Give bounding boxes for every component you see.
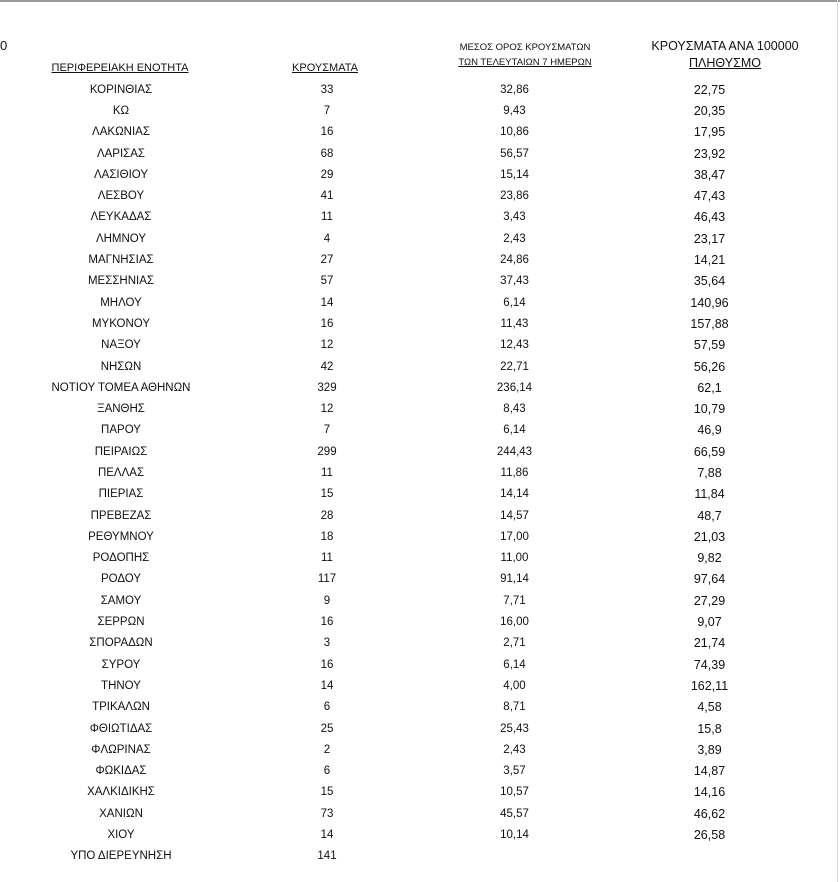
avg-cell: 3,57	[503, 765, 526, 778]
per100k-cell: 97,64	[693, 572, 726, 587]
area-cell: ΡΟΔΟΠΗΣ	[92, 552, 150, 565]
table-row	[0, 824, 840, 845]
avg-cell: 6,14	[503, 296, 526, 309]
area-cell: ΛΗΜΝΟΥ	[95, 232, 147, 245]
avg-cell: 11,86	[500, 466, 529, 479]
cases-cell: 73	[320, 807, 334, 820]
cases-cell: 14	[320, 296, 334, 309]
avg-cell: 17,00	[500, 530, 529, 543]
cases-cell: 14	[320, 679, 334, 692]
cases-table	[0, 79, 840, 867]
area-cell: ΡΕΘΥΜΝΟΥ	[88, 530, 154, 543]
avg-cell: 22,71	[500, 360, 529, 373]
area-cell: ΧΑΝΙΩΝ	[99, 807, 143, 820]
cases-cell: 7	[323, 424, 331, 437]
avg-cell: 11,00	[500, 552, 529, 565]
table-row	[0, 484, 840, 505]
cases-cell: 28	[320, 509, 334, 522]
table-row	[0, 846, 840, 867]
per100k-cell: 26,58	[693, 828, 726, 843]
per100k-cell: 56,26	[693, 359, 726, 374]
area-cell: ΜΥΚΟΝΟΥ	[91, 317, 151, 330]
per100k-cell: 14,21	[693, 253, 726, 268]
cases-cell: 141	[317, 850, 337, 863]
per100k-cell: 35,64	[693, 274, 726, 289]
avg-cell: 236,14	[496, 381, 533, 394]
per100k-cell: 66,59	[693, 444, 726, 459]
table-row	[0, 420, 840, 441]
cases-cell: 6	[323, 701, 331, 714]
per100k-cell: 62,1	[697, 380, 722, 395]
table-row	[0, 803, 840, 824]
cases-cell: 14	[320, 829, 334, 842]
avg-cell: 8,71	[503, 701, 526, 714]
area-cell: ΧΙΟΥ	[107, 829, 135, 842]
cases-cell: 33	[320, 83, 334, 96]
avg-cell: 2,43	[503, 743, 526, 756]
column-header-per-100k	[620, 38, 830, 72]
avg-cell: 6,14	[503, 658, 526, 671]
avg-cell: 9,43	[503, 104, 526, 117]
cases-cell: 25	[320, 722, 334, 735]
table-row	[0, 122, 840, 143]
per100k-cell: 4,58	[697, 700, 722, 715]
area-cell: ΝΟΤΙΟΥ ΤΟΜΕΑ ΑΘΗΝΩΝ	[51, 381, 191, 394]
table-row	[0, 356, 840, 377]
per100k-cell: 23,92	[693, 146, 726, 161]
avg-cell: 2,43	[503, 232, 526, 245]
column-header-avg-7-days	[405, 40, 645, 70]
table-row	[0, 249, 840, 270]
per100k-cell: 162,11	[690, 678, 729, 693]
table-row	[0, 505, 840, 526]
table-row	[0, 654, 840, 675]
per100k-cell: 57,59	[693, 338, 726, 353]
area-cell: ΣΑΜΟΥ	[100, 594, 142, 607]
table-row	[0, 739, 840, 760]
cases-cell: 41	[320, 190, 334, 203]
avg-cell: 4,00	[503, 679, 526, 692]
table-row	[0, 569, 840, 590]
area-cell: ΚΩ	[112, 104, 130, 117]
per100k-cell: 3,89	[697, 742, 722, 757]
avg-cell: 14,57	[500, 509, 529, 522]
avg-cell: 10,86	[500, 126, 529, 139]
cases-cell: 16	[320, 658, 334, 671]
per100k-cell: 14,87	[693, 764, 726, 779]
per100k-cell: 14,16	[693, 785, 726, 800]
area-cell: ΧΑΛΚΙΔΙΚΗΣ	[87, 786, 155, 799]
table-row	[0, 441, 840, 462]
avg-cell: 11,43	[500, 317, 529, 330]
table-row	[0, 335, 840, 356]
cases-cell: 42	[320, 360, 334, 373]
per100k-cell: 21,74	[693, 636, 726, 651]
avg-cell: 56,57	[500, 147, 529, 160]
per100k-cell: 47,43	[693, 189, 726, 204]
table-row	[0, 548, 840, 569]
cases-cell: 329	[317, 381, 337, 394]
area-cell: ΦΩΚΙΔΑΣ	[95, 765, 147, 778]
per100k-cell: 27,29	[693, 593, 726, 608]
table-row	[0, 611, 840, 632]
avg-cell: 7,71	[503, 594, 526, 607]
area-cell: ΠΑΡΟΥ	[101, 424, 141, 437]
area-cell: ΛΑΣΙΘΙΟΥ	[93, 168, 149, 181]
area-cell: ΜΑΓΝΗΣΙΑΣ	[88, 254, 154, 267]
cases-cell: 9	[323, 594, 331, 607]
area-cell: ΛΕΣΒΟΥ	[97, 190, 145, 203]
area-cell: ΚΟΡΙΝΘΙΑΣ	[89, 83, 153, 96]
cases-cell: 57	[320, 275, 334, 288]
per100k-cell: 11,84	[694, 487, 725, 502]
avg-cell: 10,57	[500, 786, 529, 799]
table-row	[0, 143, 840, 164]
cases-cell: 11	[321, 211, 333, 224]
cases-cell: 12	[320, 339, 334, 352]
table-row	[0, 462, 840, 483]
area-cell: ΤΗΝΟΥ	[101, 679, 141, 692]
avg-cell: 8,43	[503, 403, 526, 416]
avg-cell: 45,57	[500, 807, 529, 820]
cases-cell: 2	[323, 743, 331, 756]
cases-cell: 117	[317, 573, 337, 586]
table-row	[0, 185, 840, 206]
table-row	[0, 761, 840, 782]
avg-cell: 15,14	[500, 168, 529, 181]
per100k-cell: 22,75	[693, 82, 726, 97]
area-cell: ΞΑΝΘΗΣ	[97, 403, 145, 416]
per100k-cell: 10,79	[693, 402, 726, 417]
avg-cell: 10,14	[500, 829, 529, 842]
column-header-per100k-line1: ΚΡΟΥΣΜΑΤΑ ΑΝΑ 100000	[651, 39, 799, 53]
area-cell: ΡΟΔΟΥ	[100, 573, 142, 586]
area-cell: ΥΠΟ ΔΙΕΡΕΥΝΗΣΗ	[70, 850, 172, 863]
table-row	[0, 590, 840, 611]
table-row	[0, 697, 840, 718]
cases-cell: 29	[320, 168, 334, 181]
cases-cell: 18	[320, 530, 334, 543]
per100k-cell: 46,62	[693, 806, 726, 821]
area-cell: ΣΥΡΟΥ	[101, 658, 141, 671]
area-cell: ΠΙΕΡΙΑΣ	[98, 488, 144, 501]
per100k-cell: 15,8	[697, 721, 722, 736]
area-cell: ΤΡΙΚΑΛΩΝ	[92, 701, 150, 714]
column-header-cases: ΚΡΟΥΣΜΑΤΑ	[292, 62, 358, 74]
per100k-cell: 74,39	[693, 657, 726, 672]
table-row	[0, 292, 840, 313]
column-header-area: ΠΕΡΙΦΕΡΕΙΑΚΗ ΕΝΟΤΗΤΑ	[51, 62, 189, 74]
avg-cell: 25,43	[500, 722, 529, 735]
avg-cell: 24,86	[500, 254, 529, 267]
per100k-cell: 21,03	[693, 529, 726, 544]
area-cell: ΠΕΙΡΑΙΩΣ	[94, 445, 148, 458]
cases-cell: 16	[320, 616, 334, 629]
per100k-cell: 17,95	[693, 125, 726, 140]
avg-cell: 32,86	[500, 83, 529, 96]
area-cell: ΠΕΛΛΑΣ	[97, 466, 145, 479]
table-row	[0, 675, 840, 696]
table-row	[0, 718, 840, 739]
cases-cell: 15	[320, 488, 334, 501]
per100k-cell: 20,35	[693, 103, 726, 118]
area-cell: ΛΑΚΩΝΙΑΣ	[92, 126, 150, 139]
area-cell: ΝΗΣΩΝ	[100, 360, 142, 373]
cases-cell: 68	[320, 147, 334, 160]
table-row	[0, 398, 840, 419]
area-cell: ΠΡΕΒΕΖΑΣ	[90, 509, 152, 522]
cases-cell: 7	[323, 104, 331, 117]
cases-cell: 16	[320, 317, 334, 330]
cases-cell: 11	[321, 466, 333, 479]
per100k-cell: 140,96	[690, 295, 729, 310]
table-row	[0, 228, 840, 249]
table-row	[0, 207, 840, 228]
table-row	[0, 526, 840, 547]
column-header-avg-line2: ΤΩΝ ΤΕΛΕΥΤΑΙΩΝ 7 ΗΜΕΡΩΝ	[458, 57, 592, 68]
per100k-cell: 9,82	[697, 551, 722, 566]
avg-cell: 14,14	[500, 488, 529, 501]
cases-cell: 15	[320, 786, 334, 799]
top-border	[0, 0, 840, 2]
table-row	[0, 633, 840, 654]
column-header-per100k-line2: ΠΛΗΘΥΣΜΟ	[689, 56, 761, 70]
table-row	[0, 271, 840, 292]
table-row	[0, 164, 840, 185]
avg-cell: 2,71	[503, 637, 526, 650]
area-cell: ΦΘΙΩΤΙΔΑΣ	[89, 722, 153, 735]
avg-cell: 3,43	[503, 211, 526, 224]
cases-cell: 27	[320, 254, 334, 267]
avg-cell: 6,14	[503, 424, 526, 437]
area-cell: ΣΕΡΡΩΝ	[97, 616, 145, 629]
avg-cell: 23,86	[500, 190, 529, 203]
per100k-cell: 23,17	[693, 231, 726, 246]
cases-cell: 6	[323, 765, 331, 778]
truncated-header-fragment: 0	[0, 38, 8, 53]
per100k-cell: 48,7	[697, 508, 722, 523]
per100k-cell: 46,9	[697, 423, 722, 438]
cases-cell: 299	[317, 445, 337, 458]
avg-cell: 37,43	[500, 275, 529, 288]
area-cell: ΝΑΞΟΥ	[101, 339, 141, 352]
table-row	[0, 782, 840, 803]
avg-cell: 12,43	[500, 339, 529, 352]
cases-cell: 4	[323, 232, 331, 245]
area-cell: ΛΑΡΙΣΑΣ	[96, 147, 146, 160]
per100k-cell: 46,43	[693, 210, 726, 225]
cases-cell: 3	[323, 637, 331, 650]
table-row	[0, 100, 840, 121]
cases-cell: 11	[321, 552, 333, 565]
column-header-avg-line1: ΜΕΣΟΣ ΟΡΟΣ ΚΡΟΥΣΜΑΤΩΝ	[459, 42, 591, 53]
avg-cell: 16,00	[500, 616, 529, 629]
per100k-cell: 157,88	[690, 316, 729, 331]
table-row	[0, 377, 840, 398]
area-cell: ΛΕΥΚΑΔΑΣ	[90, 211, 152, 224]
area-cell: ΜΕΣΣΗΝΙΑΣ	[87, 275, 155, 288]
area-cell: ΣΠΟΡΑΔΩΝ	[89, 637, 153, 650]
per100k-cell: 7,88	[697, 465, 722, 480]
table-row	[0, 313, 840, 334]
cases-cell: 12	[320, 403, 334, 416]
area-cell: ΦΛΩΡΙΝΑΣ	[91, 743, 151, 756]
table-row	[0, 79, 840, 100]
per100k-cell: 9,07	[697, 615, 722, 630]
area-cell: ΜΗΛΟΥ	[100, 296, 142, 309]
cases-cell: 16	[320, 126, 334, 139]
avg-cell: 91,14	[500, 573, 529, 586]
per100k-cell: 38,47	[693, 167, 726, 182]
avg-cell: 244,43	[496, 445, 533, 458]
